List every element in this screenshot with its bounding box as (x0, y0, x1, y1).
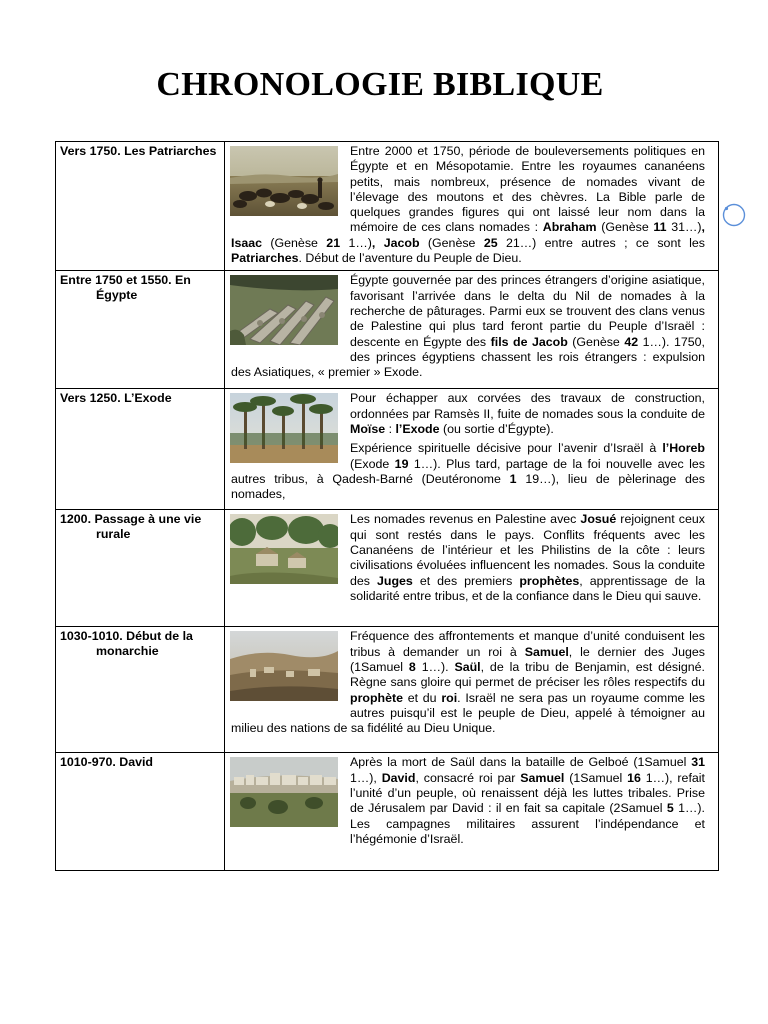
chronology-row (56, 627, 719, 753)
circle-marker-icon (722, 203, 746, 227)
bold-text: prophète (350, 690, 404, 705)
period-cell (56, 271, 225, 389)
bold-text: 19 (394, 456, 409, 471)
description-cell (225, 627, 719, 753)
bold-text: roi (441, 690, 458, 705)
period-label: 1010-970. David (60, 755, 153, 770)
bold-text: prophètes (519, 573, 580, 588)
bold-text: 42 (624, 334, 639, 349)
text-segment: 1…) (340, 235, 372, 250)
text-segment: 1…), refait l’unité d’un peuple, où renaissent déjà les luttes tribales. Prise de Jérusalem par David : il en fait sa capitale (2Samuel (350, 770, 705, 816)
bold-text: 1 (509, 471, 517, 486)
chronology-row (56, 389, 719, 510)
chronology-table (55, 141, 719, 871)
description-cell (225, 142, 719, 271)
bold-text: , Isaac (231, 220, 705, 250)
bold-text: Abraham (542, 220, 597, 235)
rural-village-photo (230, 514, 338, 589)
text-segment: et des premiers (412, 573, 520, 588)
nomads-herding-goats-photo (230, 146, 338, 221)
bold-text: Patriarches (231, 251, 299, 266)
text-segment: , apprentissage de la solidarité entre tribus, et de la confiance dans le Dieu qui sauve. (350, 573, 706, 603)
text-segment: (ou sortie d’Égypte). (439, 421, 554, 436)
text-segment: 19…), lieu de pèlerinage des nomades, (231, 471, 706, 502)
bold-text: l’Horeb (662, 441, 705, 456)
bold-text: 8 (408, 659, 416, 674)
text-segment: Après la mort de Saül dans la bataille de Gelboé (1Samuel (350, 755, 692, 770)
text-segment: 1…), (350, 770, 382, 785)
text-segment: Égypte gouvernée par des princes étrangers d’origine asiatique, favorisant l’arrivée dans le delta du Nil de nomades à la recherche de pâturages. Parmi eux se trouvent des clans venus de Palestine qui plus tard feront partie du Peuple d’Israël : descente en Égypte des (350, 273, 705, 349)
period-cell (56, 142, 225, 271)
bold-text: Moïse (350, 421, 386, 436)
text-segment: 1…). (415, 659, 455, 674)
chronology-row (56, 510, 719, 627)
text-segment: . Début de l’aventure du Peuple de Dieu. (298, 251, 522, 266)
period-label: Entre 1750 et 1550. En Égypte (60, 273, 191, 303)
text-segment: , le dernier des Juges (1Samuel (350, 644, 705, 674)
bold-text: 5 (666, 801, 674, 816)
period-label: 1200. Passage à une vie rurale (60, 512, 202, 542)
text-segment: , consacré roi par (415, 770, 521, 785)
text-segment: Entre 2000 et 1750, période de bouleversements politiques en Égypte et en Mésopotamie. Entre les royaumes cananéens petits, mais nombreux, présence de nomades vivant de l’élevage des moutons et des chèvres. La Bible parle de quelques grandes figures qui ont laissé leur nom dans la mémoire de ces clans nomades : (350, 144, 705, 235)
bold-text: 31 (691, 755, 705, 770)
description-cell (225, 389, 719, 510)
text-segment: Les nomades revenus en Palestine avec (350, 512, 581, 527)
bold-text: fils de Jacob (490, 334, 568, 349)
text-segment: Pour échapper aux corvées des travaux de construction, ordonnées par Ramsès II, fuite de nomades sous la conduite de (350, 391, 705, 421)
description-cell (225, 753, 719, 871)
period-cell (56, 510, 225, 627)
description-cell (225, 271, 719, 389)
text-segment: 1…). Plus tard, partage de la foi nouvelle avec les autres tribus, à Qadesh-Barné (Deutéronome (231, 456, 705, 486)
text-segment: 1…). 1750, des princes égyptiens chassent les rois étrangers : expulsion des Asiatiques, « premier » Exode. (231, 334, 705, 380)
text-segment: et du (403, 690, 442, 705)
text-segment: (Genèse (419, 235, 484, 250)
text-segment: (Exode (350, 456, 395, 471)
period-cell (56, 389, 225, 510)
period-label: 1030-1010. Début de la monarchie (60, 629, 193, 659)
bold-text: Saül (454, 659, 481, 674)
text-segment: (Genèse (262, 235, 327, 250)
hill-ruins-landscape-photo (230, 631, 338, 706)
text-segment: (1Samuel (564, 770, 628, 785)
period-cell (56, 753, 225, 871)
text-segment: : (385, 421, 396, 436)
jerusalem-hillside-city-photo (230, 757, 338, 832)
bold-text: 21 (326, 235, 341, 250)
chronology-row (56, 142, 719, 271)
bold-text: Juges (377, 573, 413, 588)
text-segment: Expérience spirituelle décisive pour l’avenir d’Israël à (350, 441, 663, 456)
period-label: Vers 1750. Les Patriarches (60, 144, 217, 158)
bold-text: 16 (627, 770, 641, 785)
text-segment: rejoignent ceux qui sont restés dans le pays. Conflits fréquents avec les Cananéens de l’intérieur et les Philistins de la côte : leurs civilisations évoluées influencent les nomades. Sous la conduite des (350, 512, 705, 588)
stone-terraces-photo (230, 275, 338, 350)
chronology-row (56, 271, 719, 389)
palm-grove-oasis-photo (230, 393, 338, 468)
text-segment: . Israël ne sera pas un royaume comme les autres puisqu’il est le peuple de Dieu, appelé à témoigner au milieu des nations de sa fidélité au Dieu Unique. (231, 690, 705, 736)
text-segment: 1…). Les campagnes militaires assurent l’indépendance et l’hégémonie d’Israël. (350, 801, 706, 846)
bold-text: 25 (483, 235, 498, 250)
description-cell (225, 510, 719, 627)
text-segment: , de la tribu de Benjamin, est désigné. Règne sans gloire qui permet de préciser les rôles respectifs du (350, 659, 705, 690)
text-segment: Fréquence des affrontements et manque d’unité conduisent les tribus à demander un roi à (350, 629, 705, 659)
text-segment: (Genèse (596, 220, 654, 235)
text-segment: 31…) (666, 220, 702, 235)
text-segment: 21…) entre autres ; ce sont les (497, 235, 705, 250)
page-title: CHRONOLOGIE BIBLIQUE (156, 66, 604, 103)
bold-text: , Jacob (371, 235, 420, 250)
bold-text: l’Exode (395, 421, 440, 436)
bold-text: David (381, 770, 416, 785)
bold-text: Samuel (524, 644, 569, 659)
text-segment: (Genèse (567, 334, 625, 349)
chronology-row (56, 753, 719, 871)
bold-text: Samuel (520, 770, 565, 785)
period-label: Vers 1250. L’Exode (60, 391, 172, 406)
bold-text: Josué (580, 512, 617, 527)
bold-text: 11 (653, 220, 667, 235)
period-cell (56, 627, 225, 753)
